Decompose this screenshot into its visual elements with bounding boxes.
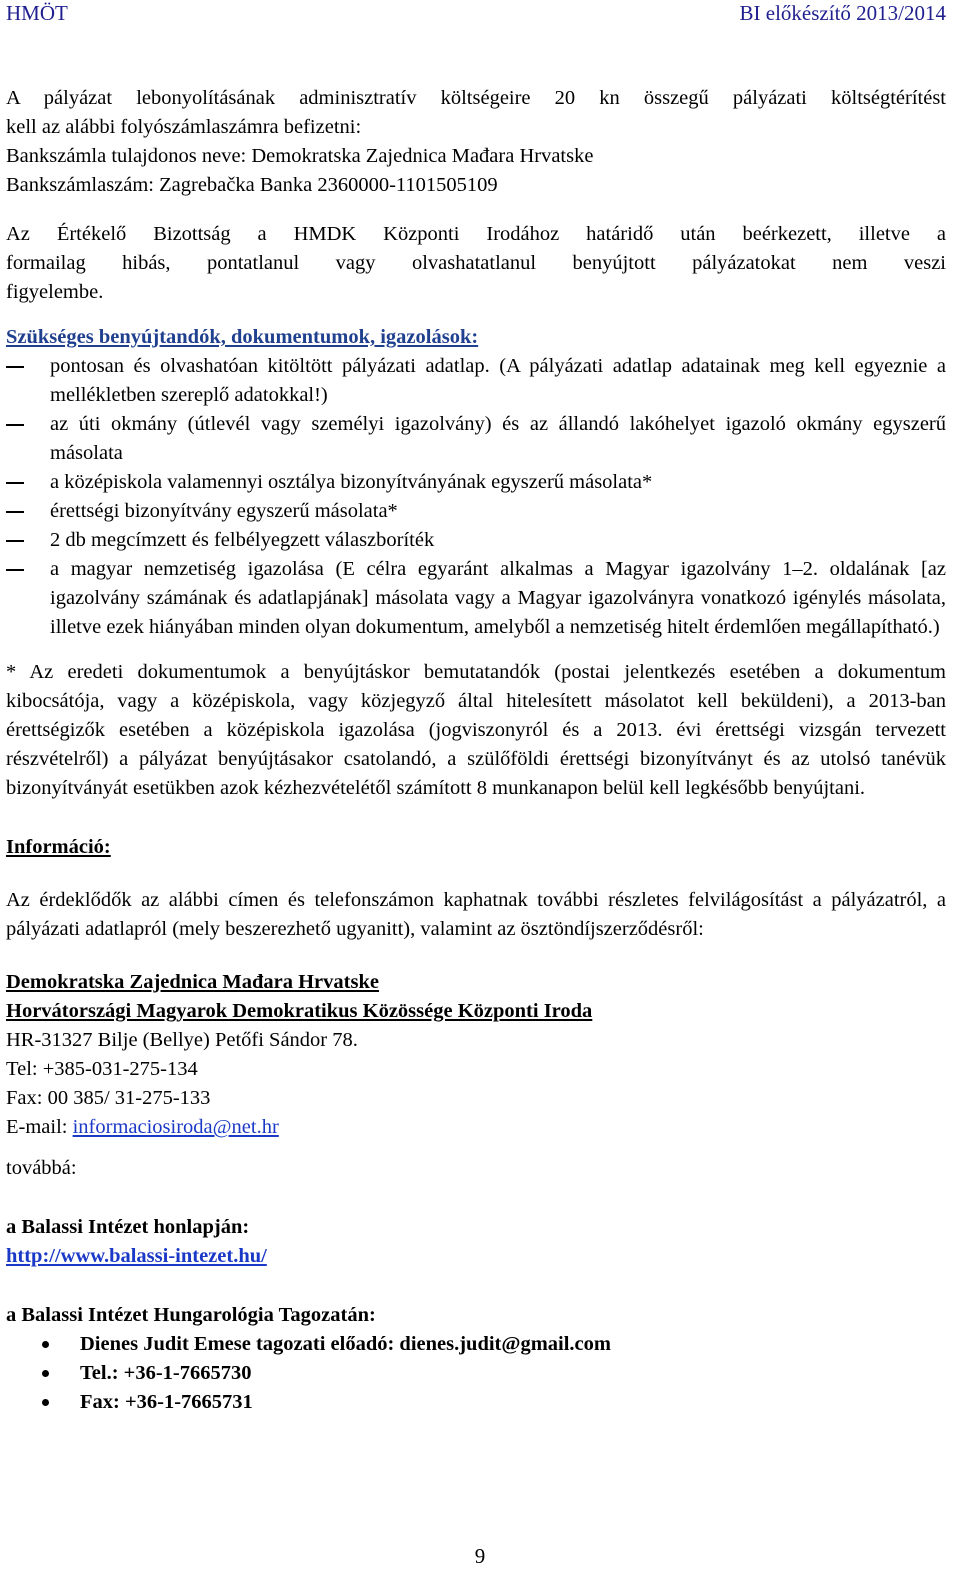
info-heading: Információ: [6, 836, 111, 858]
contact-email-row [6, 1113, 946, 1142]
bullet-dot-icon [42, 1341, 49, 1348]
list-item: érettségi bizonyítvány egyszerű másolata* [6, 497, 946, 526]
evaluation-paragraph [6, 220, 946, 307]
bullet-dot-icon [42, 1370, 49, 1377]
list-item: Dienes Judit Emese tagozati előadó: dienes.judit@gmail.com [6, 1330, 946, 1359]
email-label: E-mail: [6, 1116, 73, 1138]
balassi-contact-list [6, 1330, 946, 1417]
footnote-paragraph: * Az eredeti dokumentumok a benyújtáskor bemutatandók (postai jelentkezés esetében a dokumentum kibocsátója, vagy a középiskola, vagy közjegyző által hitelesített másolatot kell beküldeni), a 2013-ban érettségizők esetében a középiskola igazolása (jogviszonyról és a 2013. évi érettségi vizsgán tervezett részvételről) a pályázat benyújtásakor csatolandó, a szülőföldi érettségi bizonyítványt és az utolsó tanévük bizonyítványát esetükben azok kézhezvételétől számított 8 munkanapon belül kell legkésőbb benyújtani. [6, 661, 946, 799]
page-number: 9 [474, 1544, 486, 1568]
list-item: Fax: +36-1-7665731 [6, 1388, 946, 1417]
balassi-homepage-label: a Balassi Intézet honlapján: [6, 1216, 250, 1238]
contact-org-croatian: Demokratska Zajednica Mađara Hrvatske [6, 971, 379, 993]
balassi-homepage-row [6, 1242, 946, 1271]
fee-paragraph [6, 84, 946, 200]
fee-line: Bankszámlaszám: Zagrebačka Banka 2360000-1101505109 [6, 174, 498, 196]
evaluation-line: Az Értékelő Bizottság a HMDK Központi Irodához határidő után beérkezett, illetve a [6, 223, 946, 245]
evaluation-line: figyelembe. [6, 281, 104, 303]
dash-bullet-icon [6, 366, 24, 368]
further-label: továbbá: [6, 1157, 77, 1179]
dash-bullet-icon [6, 511, 24, 513]
info-paragraph: Az érdeklődők az alábbi címen és telefonszámon kaphatnak további részletes felvilágosítást a pályázatról, a pályázati adatlapról (mely beszerezhető ugyanitt), valamint az ösztöndíjszerződésről: [6, 889, 946, 940]
list-item: a magyar nemzetiség igazolása (E célra egyaránt alkalmas a Magyar igazolvány 1–2. oldalának [az igazolvány számának és adatlapjának] másolata vagy a Magyar igazolványra vonatkozó igénylés másolata, illetve ezek hiányában minden olyan dokumentum, amelyből a nemzetiség hitelt érdemlően megállapítható.) [6, 555, 946, 642]
list-item: Tel.: +36-1-7665730 [6, 1359, 946, 1388]
balassi-dept-label: a Balassi Intézet Hungarológia Tagozatán: [6, 1304, 376, 1326]
header-left: HMÖT [6, 1, 68, 25]
list-item: a középiskola valamennyi osztálya bizonyítványának egyszerű másolata* [6, 468, 946, 497]
bullet-dot-icon [42, 1399, 49, 1406]
balassi-homepage-link[interactable]: http://www.balassi-intezet.hu/ [6, 1245, 267, 1267]
fee-line: A pályázat lebonyolításának adminisztratív költségeire 20 kn összegű pályázati költségtérítést [6, 87, 946, 109]
dash-bullet-icon [6, 482, 24, 484]
dash-bullet-icon [6, 569, 24, 571]
fee-line: Bankszámla tulajdonos neve: Demokratska Zajednica Mađara Hrvatske [6, 145, 594, 167]
contact-org-hungarian: Horvátországi Magyarok Demokratikus Közössége Központi Iroda [6, 1000, 593, 1022]
contact-fax: Fax: 00 385/ 31-275-133 [6, 1087, 211, 1109]
required-heading: Szükséges benyújtandók, dokumentumok, igazolások: [6, 326, 479, 348]
list-item: az úti okmány (útlevél vagy személyi igazolvány) és az állandó lakóhelyet igazoló okmány egyszerű másolata [6, 410, 946, 468]
dash-bullet-icon [6, 424, 24, 426]
contact-address: HR-31327 Bilje (Bellye) Petőfi Sándor 78. [6, 1029, 358, 1051]
list-item: pontosan és olvashatóan kitöltött pályázati adatlap. (A pályázati adatlap adatainak meg kell egyeznie a mellékletben szereplő adatokkal!) [6, 352, 946, 410]
list-item: 2 db megcímzett és felbélyegzett válaszboríték [6, 526, 946, 555]
evaluation-line: formailag hibás, pontatlanul vagy olvashatatlanul benyújtott pályázatokat nem veszi [6, 252, 946, 274]
dash-bullet-icon [6, 540, 24, 542]
fee-line: kell az alábbi folyószámlaszámra befizetni: [6, 116, 362, 138]
document-body [6, 84, 946, 1417]
header-right: BI előkészítő 2013/2014 [739, 1, 946, 25]
email-link[interactable]: informaciosiroda@net.hr [72, 1116, 279, 1138]
contact-tel: Tel: +385-031-275-134 [6, 1058, 198, 1080]
required-list [6, 352, 946, 642]
